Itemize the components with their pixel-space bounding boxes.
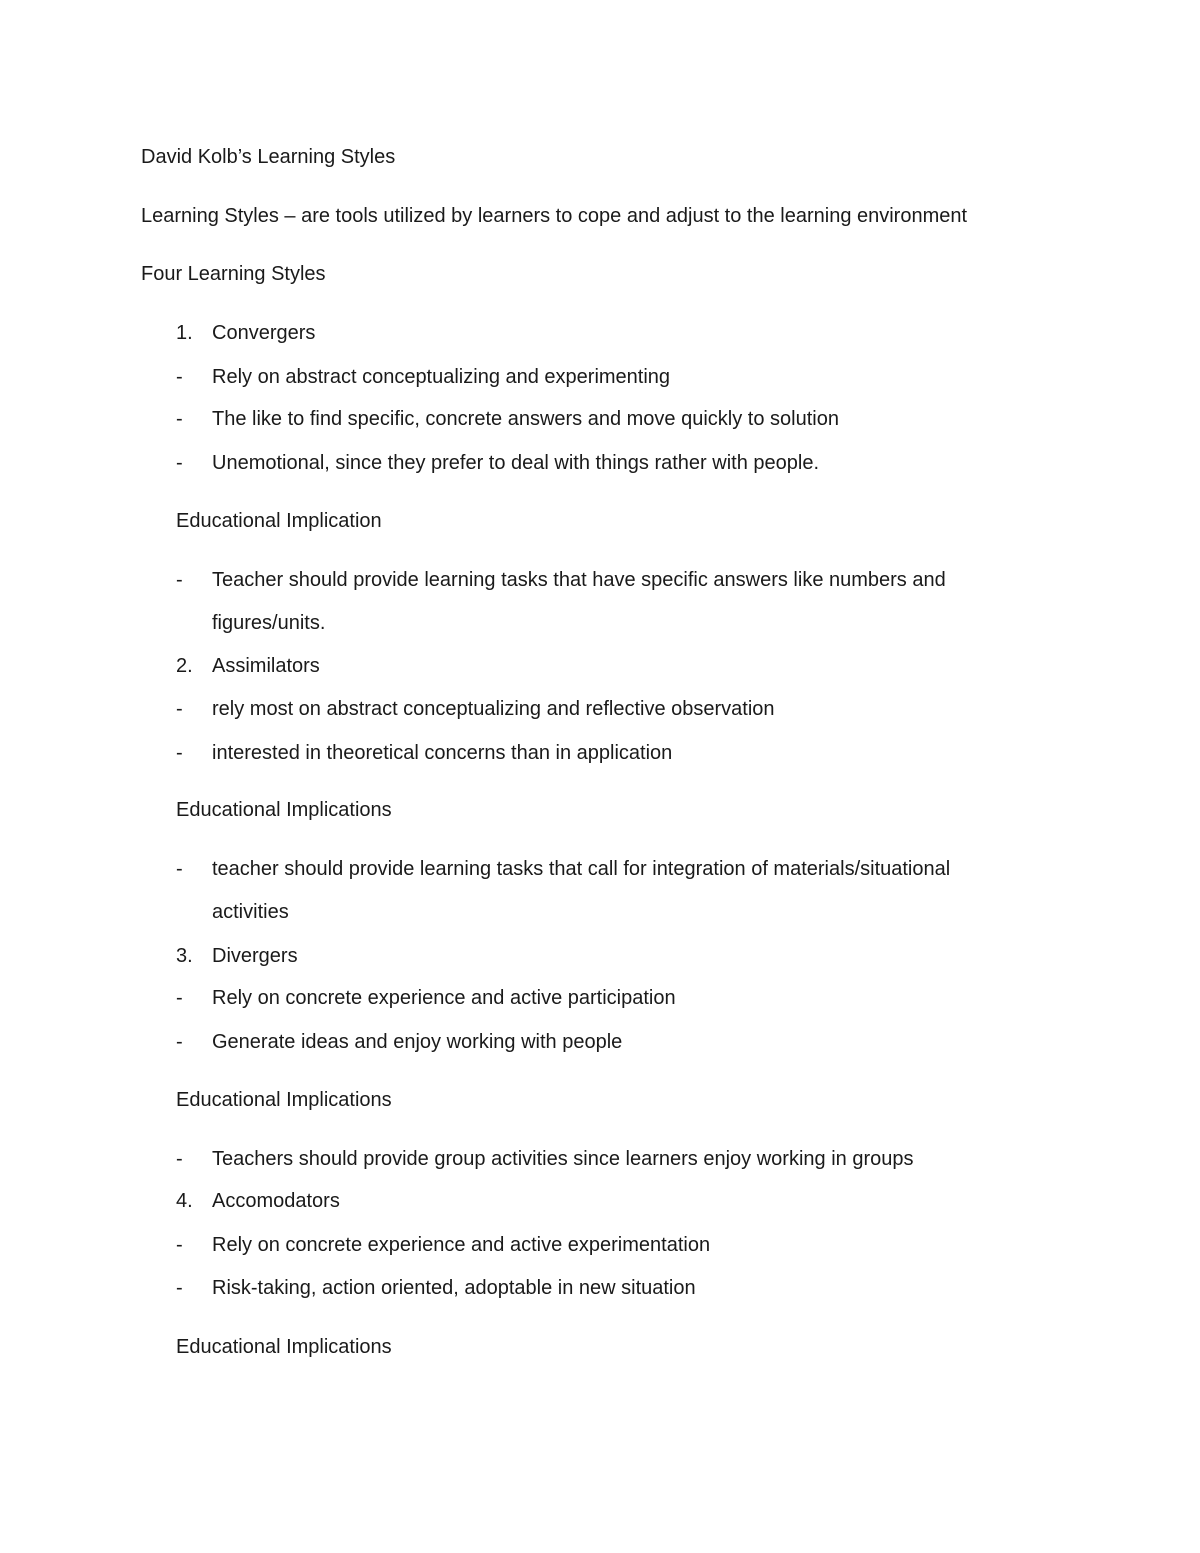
bullet-dash: -: [176, 987, 183, 1009]
document-title: David Kolb’s Learning Styles: [141, 146, 396, 168]
implication-item-continued: activities: [212, 901, 289, 923]
implication-item-continued: figures/units.: [212, 612, 326, 634]
list-item: Rely on abstract conceptualizing and experimenting: [212, 366, 671, 388]
implication-heading: Educational Implications: [176, 1089, 392, 1111]
list-item: Rely on concrete experience and active participation: [212, 987, 676, 1009]
list-item: The like to find specific, concrete answers and move quickly to solution: [212, 408, 839, 430]
bullet-dash: -: [176, 1277, 183, 1299]
bullet-dash: -: [176, 742, 183, 764]
learning-styles-definition: Learning Styles – are tools utilized by learners to cope and adjust to the learning environment: [141, 205, 968, 227]
implication-heading: Educational Implication: [176, 510, 382, 532]
implication-item: Teachers should provide group activities since learners enjoy working in groups: [212, 1148, 914, 1170]
style-name-convergers: Convergers: [212, 322, 316, 344]
list-item: interested in theoretical concerns than in application: [212, 742, 673, 764]
style-name-assimilators: Assimilators: [212, 655, 320, 677]
bullet-dash: -: [176, 1234, 183, 1256]
bullet-dash: -: [176, 858, 183, 880]
four-styles-heading: Four Learning Styles: [141, 263, 326, 285]
list-number: 3.: [176, 945, 193, 967]
list-number: 2.: [176, 655, 193, 677]
implication-heading: Educational Implications: [176, 1336, 392, 1358]
implication-heading: Educational Implications: [176, 799, 392, 821]
list-item: Risk-taking, action oriented, adoptable in new situation: [212, 1277, 696, 1299]
list-number: 1.: [176, 322, 193, 344]
style-name-accomodators: Accomodators: [212, 1190, 340, 1212]
list-item: Rely on concrete experience and active experimentation: [212, 1234, 711, 1256]
bullet-dash: -: [176, 1148, 183, 1170]
implication-item: Teacher should provide learning tasks that have specific answers like numbers and: [212, 569, 946, 591]
bullet-dash: -: [176, 1031, 183, 1053]
implication-item: teacher should provide learning tasks that call for integration of materials/situational: [212, 858, 951, 880]
list-number: 4.: [176, 1190, 193, 1212]
list-item: Unemotional, since they prefer to deal with things rather with people.: [212, 452, 820, 474]
bullet-dash: -: [176, 408, 183, 430]
list-item: Generate ideas and enjoy working with people: [212, 1031, 623, 1053]
style-name-divergers: Divergers: [212, 945, 298, 967]
bullet-dash: -: [176, 698, 183, 720]
list-item: rely most on abstract conceptualizing and reflective observation: [212, 698, 775, 720]
bullet-dash: -: [176, 452, 183, 474]
bullet-dash: -: [176, 366, 183, 388]
bullet-dash: -: [176, 569, 183, 591]
